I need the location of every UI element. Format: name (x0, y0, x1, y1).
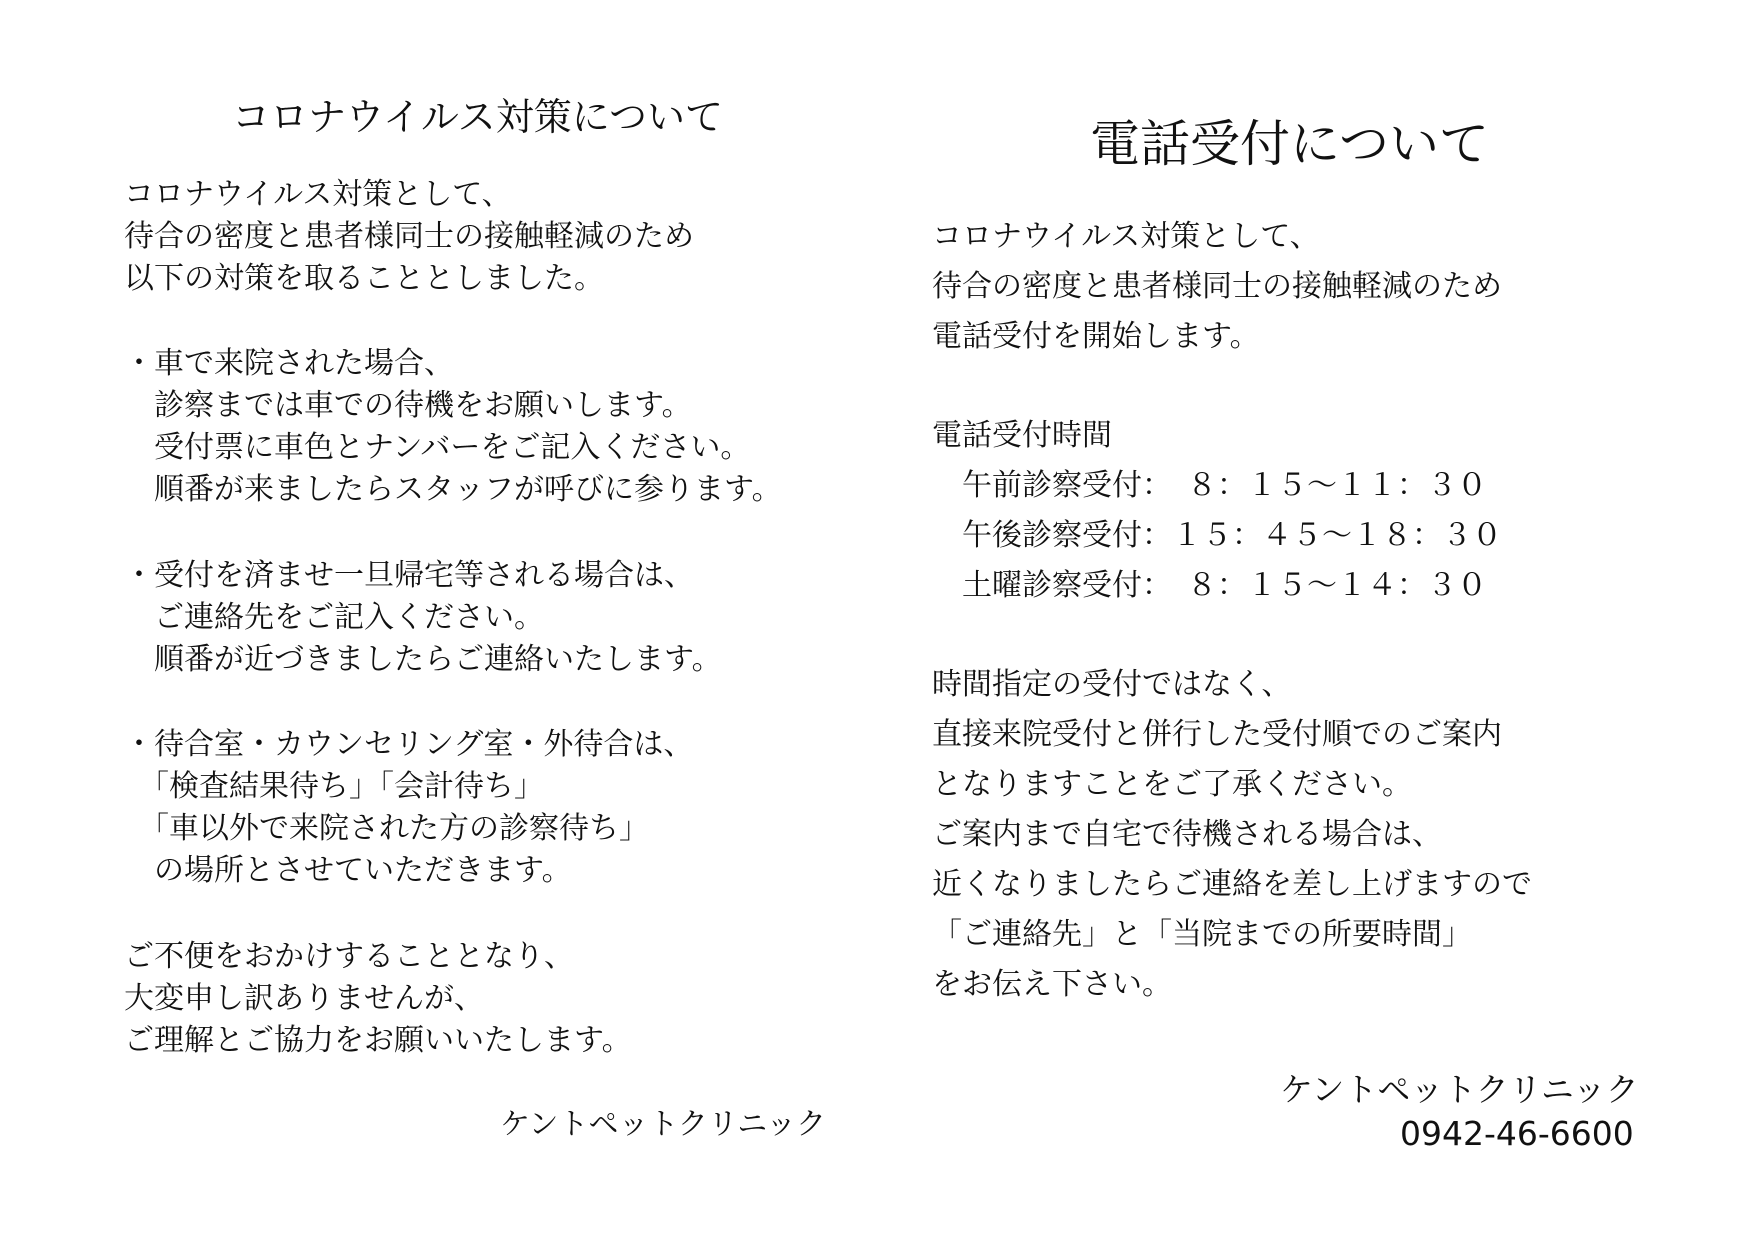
hours-row: 午前診察受付： ８：１５～１１：３０ (932, 468, 1487, 503)
right-intro-line: 電話受付を開始します。 (932, 319, 1260, 354)
left-bullet2-line: ・受付を済ませ一旦帰宅等される場合は、 (124, 558, 694, 593)
left-bullet1-line: ・車で来院された場合、 (124, 346, 454, 381)
hours-heading: 電話受付時間 (932, 418, 1112, 453)
right-intro-line: 待合の密度と患者様同士の接触軽減のため (932, 269, 1502, 304)
right-note-line: 時間指定の受付ではなく、 (932, 667, 1292, 702)
right-intro-line: コロナウイルス対策として、 (932, 219, 1320, 254)
right-note-line: 近くなりましたらご連絡を差し上げますので (932, 867, 1532, 902)
left-signature: ケントペットクリニック (500, 1107, 827, 1142)
left-intro-line: 待合の密度と患者様同士の接触軽減のため (124, 219, 694, 254)
left-bullet1-line: 受付票に車色とナンバーをご記入ください。 (124, 430, 751, 465)
left-title: コロナウイルス対策について (232, 95, 723, 139)
left-bullet3-line: 「検査結果待ち」「会計待ち」 (124, 769, 544, 804)
right-note-line: をお伝え下さい。 (932, 967, 1172, 1002)
phone-number: 0942-46-6600 (1400, 1114, 1634, 1153)
left-intro-line: コロナウイルス対策として、 (124, 177, 512, 212)
hours-row: 午後診察受付：１５：４５～１８：３０ (932, 518, 1502, 553)
left-bullet1-line: 診察までは車での待機をお願いします。 (124, 388, 692, 423)
right-note-line: ご案内まで自宅で待機される場合は、 (932, 817, 1442, 852)
left-bullet3-line: の場所とさせていただきます。 (124, 853, 572, 888)
hours-row: 土曜診察受付： ８：１５～１４：３０ (932, 568, 1487, 603)
left-bullet3-line: ・待合室・カウンセリング室・外待合は、 (124, 727, 694, 762)
left-bullet2-line: ご連絡先をご記入ください。 (124, 600, 544, 635)
right-note-line: 「ご連絡先」と「当院までの所要時間」 (932, 917, 1472, 952)
left-closing-line: ご不便をおかけすることとなり、 (124, 939, 574, 974)
left-intro-line: 以下の対策を取ることとしました。 (124, 261, 604, 296)
left-bullet2-line: 順番が近づきましたらご連絡いたします。 (124, 642, 722, 677)
right-note-line: となりますことをご了承ください。 (932, 767, 1412, 802)
left-closing-line: ご理解とご協力をお願いいたします。 (124, 1023, 632, 1058)
right-note-line: 直接来院受付と併行した受付順でのご案内 (932, 717, 1502, 752)
left-closing-line: 大変申し訳ありませんが、 (124, 981, 484, 1016)
right-title: 電話受付について (1090, 115, 1489, 173)
left-bullet1-line: 順番が来ましたらスタッフが呼びに参ります。 (124, 472, 782, 507)
left-bullet3-line: 「車以外で来院された方の診察待ち」 (124, 811, 649, 846)
right-signature: ケントペットクリニック (1280, 1070, 1639, 1109)
